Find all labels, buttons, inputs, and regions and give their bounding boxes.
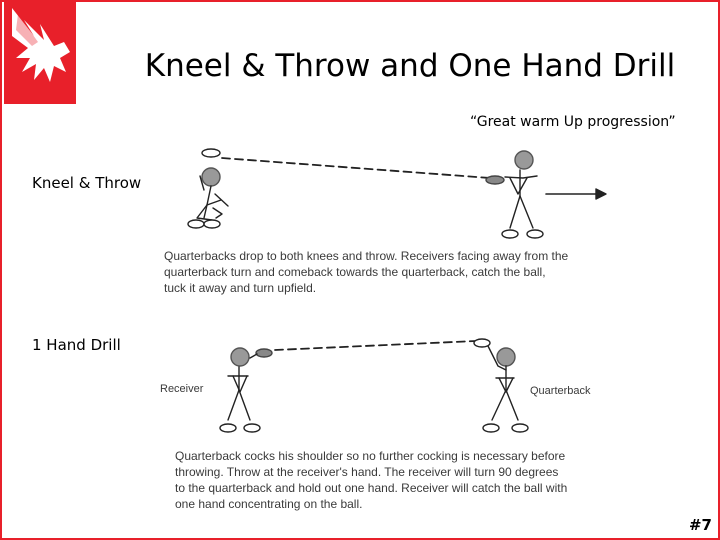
one-hand-description [175, 448, 595, 512]
description-line: tuck it away and turn upfield. [164, 281, 317, 295]
description-line: Quarterbacks drop to both knees and throw. Receivers facing away from the [164, 249, 569, 263]
upfield-arrow-icon [546, 189, 606, 199]
kneeling-quarterback-figure [188, 149, 228, 228]
slide-subtitle: “Great warm Up progression” [470, 114, 676, 130]
description-line: Quarterback cocks his shoulder so no further cocking is necessary before [175, 449, 566, 463]
slide-number: #7 [688, 516, 712, 534]
section-label-kneel-throw: Kneel & Throw [32, 174, 142, 192]
receiver-figure-top [486, 151, 543, 238]
quarterback-tag: Quarterback [530, 385, 591, 397]
description-line: to the quarterback and hold out one hand. Receiver will catch the ball with [175, 481, 568, 495]
receiver-figure-bottom [220, 348, 272, 432]
quarterback-figure-bottom [474, 339, 528, 432]
kneel-throw-description [164, 248, 584, 296]
description-line: quarterback turn and comeback towards the quarterback, catch the ball, [164, 265, 546, 279]
description-line: throwing. Throw at the receiver's hand. The receiver will turn 90 degrees [175, 465, 559, 479]
section-label-one-hand: 1 Hand Drill [32, 336, 121, 354]
description-line: one hand concentrating on the ball. [175, 497, 363, 511]
receiver-tag: Receiver [160, 383, 204, 395]
slide-title: Kneel & Throw and One Hand Drill [144, 48, 676, 84]
